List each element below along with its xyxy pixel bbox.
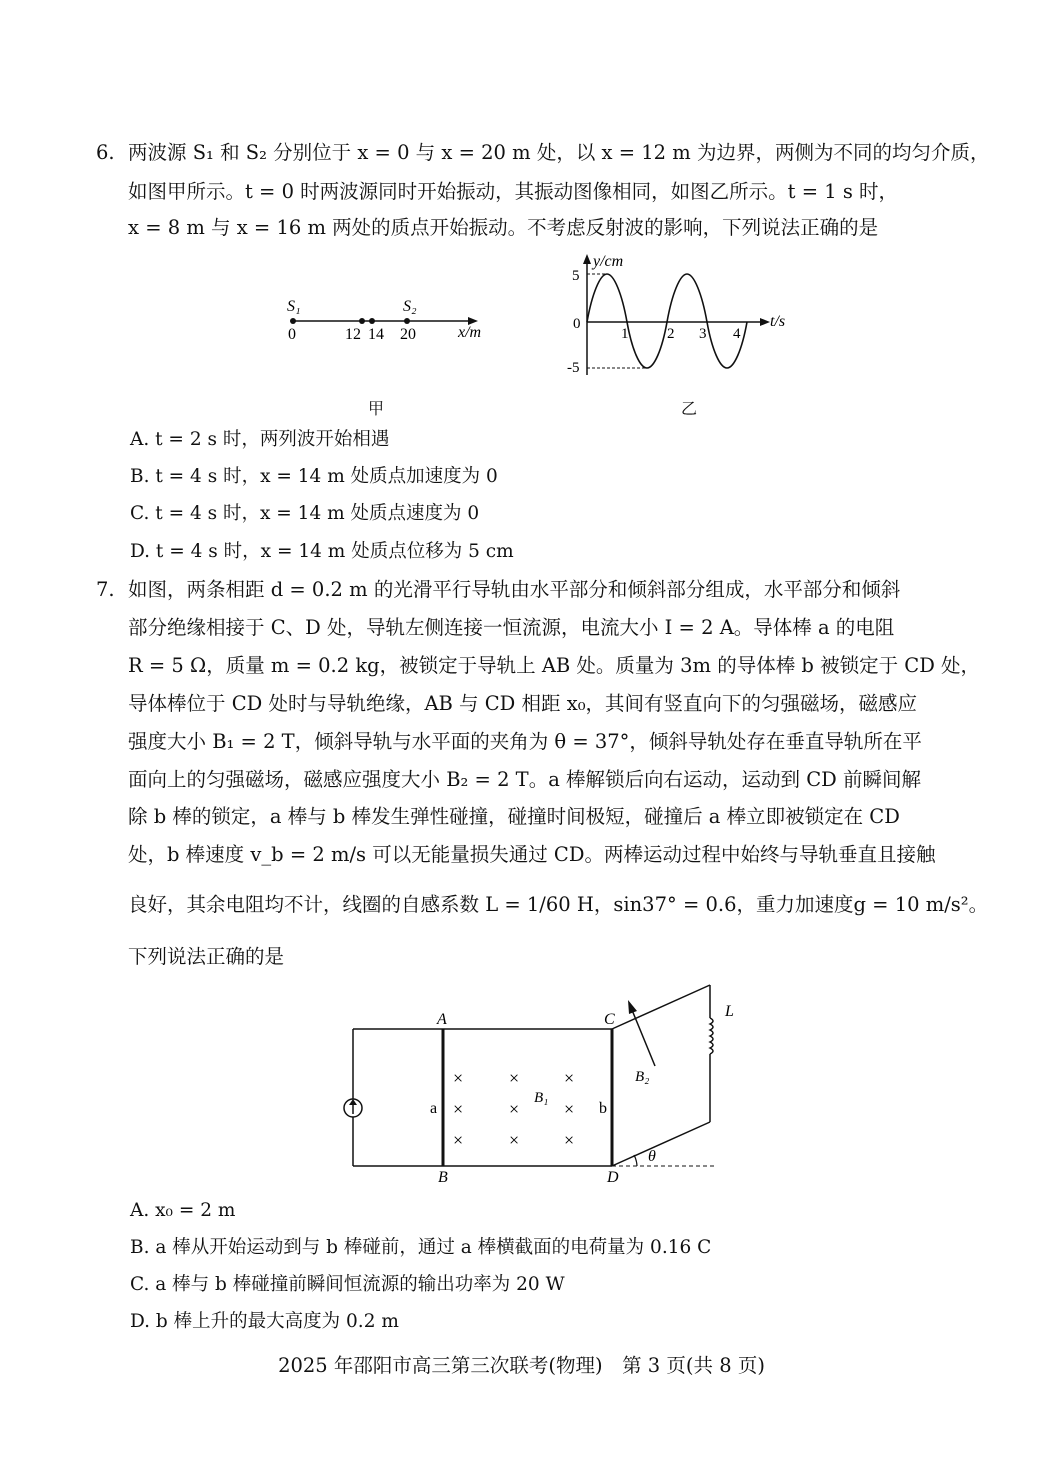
- q7-line-2: 部分绝缘相接于 C、D 处，导轨左侧连接一恒流源，电流大小 I = 2 A。导体棒 a 的电阻: [128, 616, 895, 639]
- s1-label: S₁: [287, 298, 301, 315]
- cross-2: ×: [509, 1068, 520, 1088]
- label-a: a: [430, 1100, 438, 1117]
- label-b: b: [599, 1100, 607, 1117]
- label-L: L: [725, 1003, 734, 1020]
- q6-number: 6.: [96, 141, 115, 164]
- q7-line-1: 如图，两条相距 d = 0.2 m 的光滑平行导轨由水平部分和倾斜部分组成，水平部分和倾斜: [128, 578, 901, 601]
- label-theta: θ: [648, 1148, 656, 1165]
- label-D: D: [607, 1169, 619, 1185]
- figure-yi: [560, 250, 800, 380]
- q7-line-10: 下列说法正确的是: [128, 945, 285, 968]
- q6-line-3: x = 8 m 与 x = 16 m 两处的质点开始振动。不考虑反射波的影响，下列说法正确的是: [128, 216, 879, 239]
- label-A: A: [437, 1011, 447, 1028]
- ytick-5: 5: [572, 268, 580, 284]
- t-axis-label: t/s: [770, 313, 786, 330]
- cross-8: ×: [509, 1130, 520, 1150]
- tick-0: 0: [288, 326, 296, 343]
- q7-line-4: 导体棒位于 CD 处时与导轨绝缘，AB 与 CD 相距 x₀，其间有竖直向下的匀强磁场，磁感应: [128, 692, 918, 715]
- q7-option-d: D. b 棒上升的最大高度为 0.2 m: [130, 1311, 399, 1332]
- x-axis-label: x/m: [458, 324, 482, 341]
- label-B: B: [438, 1169, 448, 1185]
- s2-label: S₂: [403, 298, 417, 315]
- tick-14: 14: [368, 326, 384, 343]
- caption-yi: 乙: [681, 399, 698, 418]
- q7-option-c: C. a 棒与 b 棒碰撞前瞬间恒流源的输出功率为 20 W: [130, 1274, 565, 1295]
- cross-9: ×: [564, 1130, 575, 1150]
- xtick-2: 2: [667, 326, 675, 342]
- q7-line-7: 除 b 棒的锁定，a 棒与 b 棒发生弹性碰撞，碰撞时间极短，碰撞后 a 棒立即被锁定在 CD: [128, 805, 900, 828]
- q6-option-b: B. t = 4 s 时，x = 14 m 处质点加速度为 0: [130, 466, 498, 487]
- xtick-1: 1: [621, 326, 629, 342]
- cross-7: ×: [453, 1130, 464, 1150]
- ytick-neg5: -5: [567, 360, 580, 376]
- q6-line-1: 两波源 S₁ 和 S₂ 分别位于 x = 0 与 x = 20 m 处，以 x = 12 m 为边界，两侧为不同的均匀介质，: [128, 141, 990, 164]
- page-footer: 2025 年邵阳市高三第三次联考(物理) 第 3 页(共 8 页): [278, 1354, 765, 1377]
- q7-number: 7.: [96, 578, 115, 601]
- q7-line-8: 处，b 棒速度 v_b = 2 m/s 可以无能量损失通过 CD。两棒运动过程中始终与导轨垂直且接触: [128, 843, 936, 866]
- q6-option-c: C. t = 4 s 时，x = 14 m 处质点速度为 0: [130, 503, 480, 524]
- cross-5: ×: [509, 1099, 520, 1119]
- xtick-4: 4: [733, 326, 741, 342]
- tick-12: 12: [345, 326, 361, 343]
- cross-3: ×: [564, 1068, 575, 1088]
- q6-option-d: D. t = 4 s 时，x = 14 m 处质点位移为 5 cm: [130, 541, 514, 562]
- q7-line-9: 良好，其余电阻均不计，线圈的自感系数 L = 1/60 H，sin37° = 0.6，重力加速度g = 10 m/s²。: [128, 893, 989, 916]
- cross-6: ×: [564, 1099, 575, 1119]
- q6-option-a: A. t = 2 s 时，两列波开始相遇: [130, 429, 390, 450]
- label-C: C: [604, 1011, 615, 1028]
- xtick-3: 3: [699, 326, 707, 342]
- q7-option-a: A. x₀ = 2 m: [130, 1200, 236, 1221]
- q7-line-3: R = 5 Ω，质量 m = 0.2 kg，被锁定于导轨上 AB 处。质量为 3m 的导体棒 b 被锁定于 CD 处，: [128, 654, 981, 677]
- ytick-0: 0: [573, 316, 581, 332]
- q6-line-2: 如图甲所示。t = 0 时两波源同时开始振动，其振动图像相同，如图乙所示。t = 1 s 时，: [128, 180, 899, 203]
- q7-line-6: 面向上的匀强磁场，磁感应强度大小 B₂ = 2 T。a 棒解锁后向右运动，运动到 CD 前瞬间解: [128, 768, 921, 791]
- tick-20: 20: [400, 326, 416, 343]
- figure-rails: [335, 980, 755, 1185]
- label-B2: B₂: [635, 1069, 650, 1085]
- q7-option-b: B. a 棒从开始运动到与 b 棒碰前，通过 a 棒横截面的电荷量为 0.16 C: [130, 1237, 712, 1258]
- y-axis-label: y/cm: [593, 253, 624, 270]
- q7-line-5: 强度大小 B₁ = 2 T，倾斜导轨与水平面的夹角为 θ = 37°，倾斜导轨处存在垂直导轨所在平: [128, 730, 922, 753]
- cross-1: ×: [453, 1068, 464, 1088]
- caption-jia: 甲: [368, 399, 385, 418]
- figure-jia: [270, 285, 510, 355]
- label-B1: B₁: [534, 1090, 549, 1106]
- cross-4: ×: [453, 1099, 464, 1119]
